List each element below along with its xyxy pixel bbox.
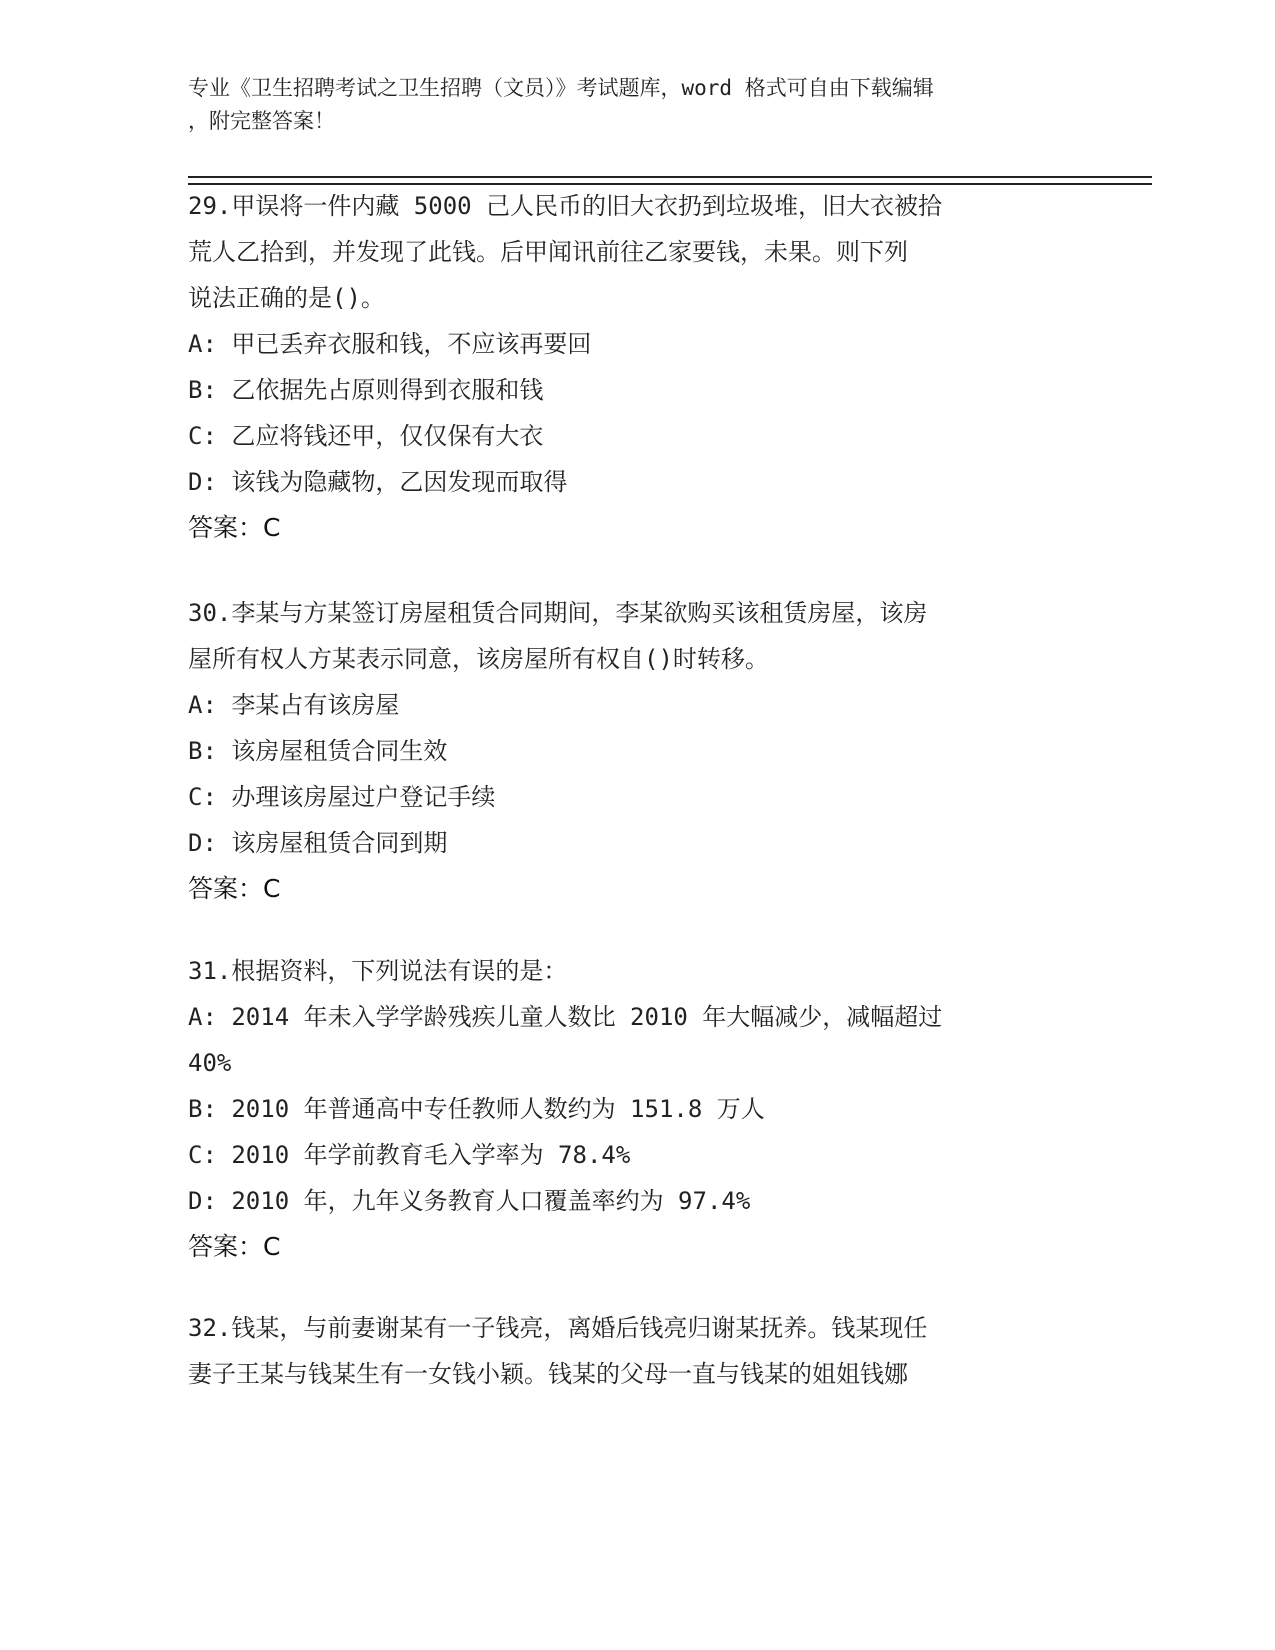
option-d: D: 该钱为隐藏物，乙因发现而取得 <box>188 468 568 496</box>
question-text-line: 32.钱某，与前妻谢某有一子钱亮，离婚后钱亮归谢某抚养。钱某现任 <box>188 1314 928 1342</box>
header-line-2: ，附完整答案！ <box>188 109 335 133</box>
option-c: C: 2010 年学前教育毛入学率为 78.4% <box>188 1141 631 1169</box>
option-b: B: 2010 年普通高中专任教师人数约为 151.8 万人 <box>188 1095 765 1123</box>
question-text-line: 29.甲误将一件内藏 5000 己人民币的旧大衣扔到垃圾堆，旧大衣被拾 <box>188 192 943 220</box>
question-text-line: 31.根据资料，下列说法有误的是： <box>188 957 568 985</box>
question-text-line: 说法正确的是()。 <box>188 284 385 312</box>
header-divider-top <box>188 176 1152 178</box>
option-d: D: 该房屋租赁合同到期 <box>188 829 448 857</box>
option-b: B: 乙依据先占原则得到衣服和钱 <box>188 376 544 404</box>
answer-label: 答案：C <box>188 513 281 542</box>
option-a-continued: 40% <box>188 1049 232 1077</box>
answer-label: 答案：C <box>188 874 281 903</box>
question-text-line: 屋所有权人方某表示同意，该房屋所有权自()时转移。 <box>188 645 769 673</box>
option-d: D: 2010 年，九年义务教育人口覆盖率约为 97.4% <box>188 1187 751 1215</box>
answer-label: 答案：C <box>188 1232 281 1261</box>
option-a: A: 甲已丢弃衣服和钱，不应该再要回 <box>188 330 592 358</box>
option-c: C: 乙应将钱还甲，仅仅保有大衣 <box>188 422 544 450</box>
question-text-line: 妻子王某与钱某生有一女钱小颖。钱某的父母一直与钱某的姐姐钱娜 <box>188 1360 908 1388</box>
question-30 <box>188 590 1088 912</box>
document-header <box>188 72 1068 138</box>
option-b: B: 该房屋租赁合同生效 <box>188 737 448 765</box>
option-a: A: 2014 年未入学学龄残疾儿童人数比 2010 年大幅减少，减幅超过 <box>188 1003 943 1031</box>
question-text-line: 30.李某与方某签订房屋租赁合同期间，李某欲购买该租赁房屋，该房 <box>188 599 928 627</box>
header-line-1: 专业《卫生招聘考试之卫生招聘（文员）》考试题库，word 格式可自由下载编辑 <box>188 76 934 100</box>
option-c: C: 办理该房屋过户登记手续 <box>188 783 496 811</box>
question-32 <box>188 1305 1088 1397</box>
question-text-line: 荒人乙拾到，并发现了此钱。后甲闻讯前往乙家要钱，未果。则下列 <box>188 238 908 266</box>
question-31 <box>188 948 1088 1270</box>
question-29 <box>188 183 1088 551</box>
option-a: A: 李某占有该房屋 <box>188 691 400 719</box>
